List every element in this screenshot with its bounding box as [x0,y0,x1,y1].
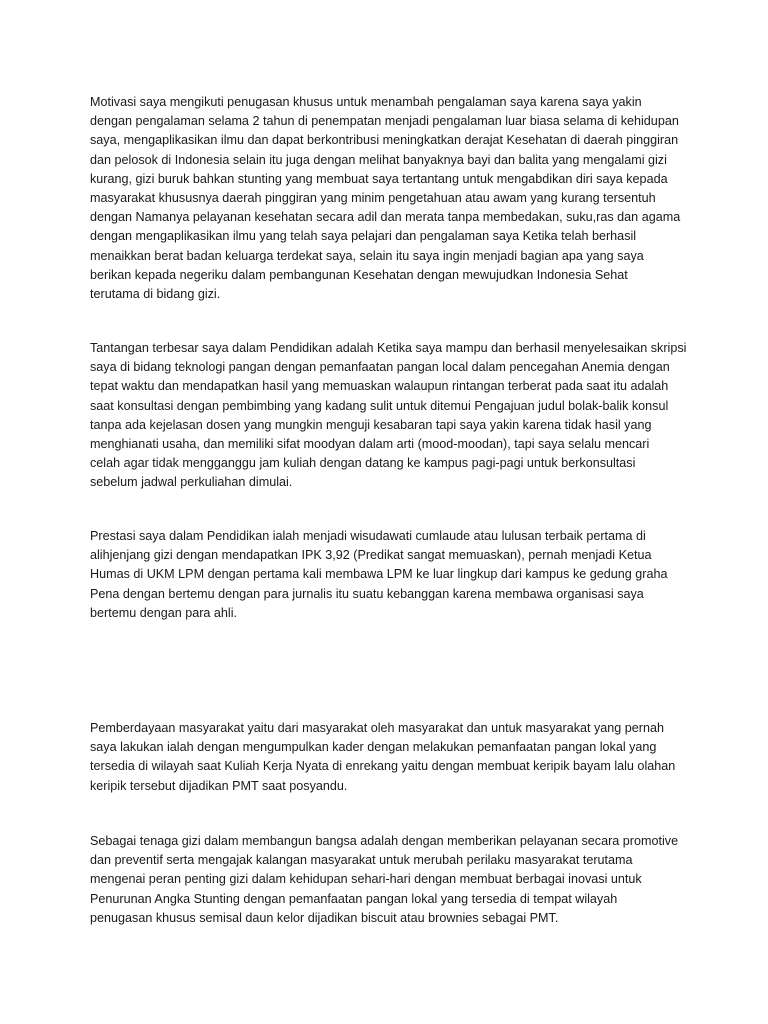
paragraph-achievement: Prestasi saya dalam Pendidikan ialah menjadi wisudawati cumlaude atau lulusan terbaik pertama di alihjenjang gizi dengan mendapatkan IPK 3,92 (Predikat sangat memuaskan), pernah menjadi Ketua Humas di UKM LPM dengan pertama kali membawa LPM ke luar lingkup dari kampus ke gedung graha Pena dengan bertemu dengan para jurnalis itu suatu kebanggan karena membawa organisasi saya bertemu dengan para ahli. [90,529,668,620]
paragraph-empowerment: Pemberdayaan masyarakat yaitu dari masyarakat oleh masyarakat dan untuk masyarakat yang pernah saya lakukan ialah dengan mengumpulkan kader dengan melakukan pemanfaatan pangan lokal yang tersedia di wilayah saat Kuliah Kerja Nyata di enrekang yaitu dengan membuat keripik bayam lalu olahan keripik tersebut dijadikan PMT saat posyandu. [90,721,676,793]
paragraph-challenge: Tantangan terbesar saya dalam Pendidikan adalah Ketika saya mampu dan berhasil menyelesaikan skripsi saya di bidang teknologi pangan dengan pemanfaatan pangan local dalam pencegahan Anemia dengan tepat waktu dan mendapatkan hasil yang memuaskan walaupun rintangan terberat pada saat itu adalah saat konsultasi dengan pembimbing yang kadang sulit untuk ditemui Pengajuan judul bolak-balik konsul tanpa ada kejelasan dosen yang mungkin menguji kesabaran tapi saya yakin karena tidak hasil yang menghianati usaha, dan memiliki sifat moodyan dalam arti (mood-moodan), tapi saya selalu mencari celah agar tidak mengganggu jam kuliah dengan datang ke kampus pagi-pagi untuk berkonsultasi sebelum jadwal perkuliahan dimulai. [90,341,687,490]
paragraph-motivation: Motivasi saya mengikuti penugasan khusus untuk menambah pengalaman saya karena saya yakin dengan pengalaman selama 2 tahun di penempatan menjadi pengalaman luar biasa selama di kehidupan saya, mengaplikasikan ilmu dan dapat berkontribusi meningkatkan derajat Kesehatan di daerah pinggiran dan pelosok di Indonesia selain itu juga dengan melihat banyaknya bayi dan balita yang mengalami gizi kurang, gizi buruk bahkan stunting yang membuat saya tertantang untuk mengabdikan diri saya kepada masyarakat khususnya daerah pinggiran yang minim pengetahuan atau awam yang kurang tersentuh dengan Namanya pelayanan kesehatan secara adil dan merata tanpa membedakan, suku,ras dan agama dengan mengaplikasikan ilmu yang telah saya pelajari dan pengalaman saya Ketika telah berhasil menaikkan berat badan keluarga terdekat saya, selain itu saya ingin menjadi bagian apa yang saya berikan kepada negeriku dalam pembangunan Kesehatan dengan mewujudkan Indonesia Sehat terutama di bidang gizi. [90,95,681,302]
paragraph-nutrition-role: Sebagai tenaga gizi dalam membangun bangsa adalah dengan memberikan pelayanan secara promotive dan preventif serta mengajak kalangan masyarakat untuk merubah perilaku masyarakat terutama mengenai peran penting gizi dalam kehidupan sehari-hari dengan membuat berbagai inovasi untuk Penurunan Angka Stunting dengan pemanfaatan pangan lokal yang tersedia di tempat wilayah penugasan khusus semisal daun kelor dijadikan biscuit atau brownies sebagai PMT. [90,834,679,925]
